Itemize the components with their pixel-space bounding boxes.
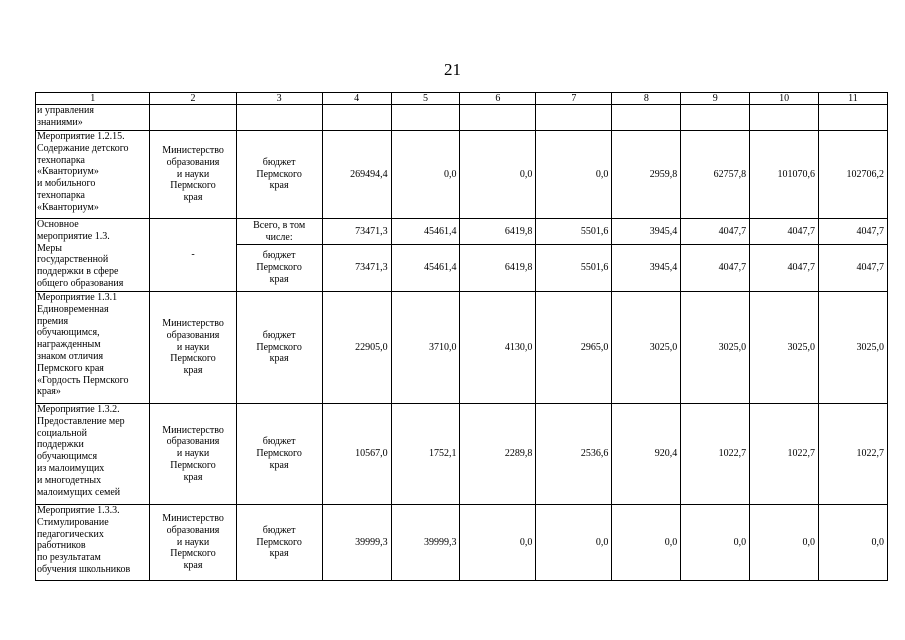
table-cell [150, 105, 236, 131]
header-row [36, 93, 888, 105]
value-cell: 2289,8 [460, 404, 536, 505]
column-header: 4 [322, 93, 391, 105]
value-cell: 101070,6 [750, 131, 819, 219]
value-cell: 3710,0 [391, 292, 460, 404]
value-cell: 2536,6 [536, 404, 612, 505]
value-cell: 269494,4 [322, 131, 391, 219]
value-cell: 22905,0 [322, 292, 391, 404]
value-cell: 4047,7 [750, 219, 819, 245]
value-cell: 45461,4 [391, 245, 460, 292]
column-header: 10 [750, 93, 819, 105]
executor-cell: Министерство образования и науки Пермского края [150, 404, 236, 505]
column-header: 2 [150, 93, 236, 105]
column-header: 6 [460, 93, 536, 105]
funding-source-cell: бюджет Пермского края [236, 245, 322, 292]
activity-name: Мероприятие 1.2.15. Содержание детского технопарка «Кванториум» и мобильного технопарка «Кванториум» [36, 131, 150, 219]
table-cell [322, 105, 391, 131]
table-cell [681, 105, 750, 131]
executor-cell: Министерство образования и науки Пермского края [150, 292, 236, 404]
column-header: 1 [36, 93, 150, 105]
value-cell: 1752,1 [391, 404, 460, 505]
value-cell: 4130,0 [460, 292, 536, 404]
value-cell: 3025,0 [750, 292, 819, 404]
value-cell: 4047,7 [681, 219, 750, 245]
table-row [36, 131, 888, 219]
value-cell: 3025,0 [681, 292, 750, 404]
value-cell: 5501,6 [536, 219, 612, 245]
value-cell: 0,0 [819, 505, 888, 581]
activity-name: Мероприятие 1.3.1 Единовременная премия обучающимся, награжденным знаком отличия Пермского края «Гордость Пермского края» [36, 292, 150, 404]
column-header: 11 [819, 93, 888, 105]
value-cell: 920,4 [612, 404, 681, 505]
column-header: 9 [681, 93, 750, 105]
funding-source-cell: бюджет Пермского края [236, 505, 322, 581]
column-header: 3 [236, 93, 322, 105]
column-header: 5 [391, 93, 460, 105]
value-cell: 39999,3 [391, 505, 460, 581]
activity-name: Мероприятие 1.3.3. Стимулирование педагогических работников по результатам обучения школьников [36, 505, 150, 581]
value-cell: 0,0 [612, 505, 681, 581]
activity-name: Мероприятие 1.3.2. Предоставление мер социальной поддержки обучающимся из малоимущих и многодетных малоимущих семей [36, 404, 150, 505]
value-cell: 62757,8 [681, 131, 750, 219]
value-cell: 3025,0 [612, 292, 681, 404]
value-cell: 10567,0 [322, 404, 391, 505]
value-cell: 2965,0 [536, 292, 612, 404]
value-cell: 0,0 [391, 131, 460, 219]
total-label-cell: Всего, в том числе: [236, 219, 322, 245]
value-cell: 6419,8 [460, 245, 536, 292]
executor-cell: - [150, 219, 236, 292]
value-cell: 0,0 [460, 131, 536, 219]
table-cell [819, 105, 888, 131]
value-cell: 73471,3 [322, 219, 391, 245]
value-cell: 4047,7 [681, 245, 750, 292]
value-cell: 1022,7 [750, 404, 819, 505]
table-row [36, 505, 888, 581]
value-cell: 1022,7 [681, 404, 750, 505]
table-row [36, 105, 888, 131]
value-cell: 0,0 [460, 505, 536, 581]
table-cell [612, 105, 681, 131]
table-cell [236, 105, 322, 131]
column-header: 7 [536, 93, 612, 105]
value-cell: 39999,3 [322, 505, 391, 581]
funding-source-cell: бюджет Пермского края [236, 404, 322, 505]
value-cell: 5501,6 [536, 245, 612, 292]
value-cell: 4047,7 [819, 219, 888, 245]
value-cell: 45461,4 [391, 219, 460, 245]
table-row [36, 292, 888, 404]
value-cell: 1022,7 [819, 404, 888, 505]
value-cell: 0,0 [750, 505, 819, 581]
value-cell: 0,0 [536, 505, 612, 581]
value-cell: 2959,8 [612, 131, 681, 219]
value-cell: 0,0 [536, 131, 612, 219]
value-cell: 4047,7 [819, 245, 888, 292]
executor-cell: Министерство образования и науки Пермского края [150, 505, 236, 581]
value-cell: 3945,4 [612, 219, 681, 245]
table-row [36, 404, 888, 505]
executor-cell: Министерство образования и науки Пермского края [150, 131, 236, 219]
table-cell [460, 105, 536, 131]
page-number: 21 [444, 60, 461, 79]
budget-table [35, 92, 888, 581]
value-cell: 3945,4 [612, 245, 681, 292]
table-cell [391, 105, 460, 131]
value-cell: 0,0 [681, 505, 750, 581]
value-cell: 6419,8 [460, 219, 536, 245]
funding-source-cell: бюджет Пермского края [236, 131, 322, 219]
table-cell [536, 105, 612, 131]
value-cell: 73471,3 [322, 245, 391, 292]
value-cell: 4047,7 [750, 245, 819, 292]
activity-name: Основное мероприятие 1.3. Меры государственной поддержки в сфере общего образования [36, 219, 150, 292]
column-header: 8 [612, 93, 681, 105]
activity-name: и управления знаниями» [36, 105, 150, 131]
table-row [36, 219, 888, 245]
value-cell: 102706,2 [819, 131, 888, 219]
value-cell: 3025,0 [819, 292, 888, 404]
funding-source-cell: бюджет Пермского края [236, 292, 322, 404]
table-cell [750, 105, 819, 131]
